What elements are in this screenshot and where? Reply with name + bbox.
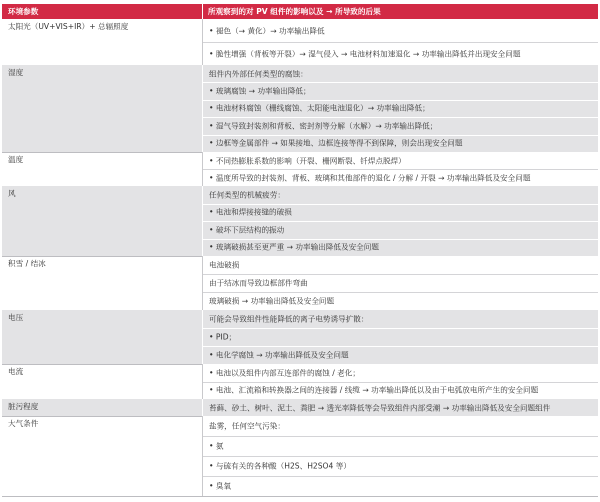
row-divider (203, 82, 598, 83)
row-divider (203, 436, 598, 437)
table-group (2, 416, 598, 496)
effect-text: • 湿气导致封装剂和背板、密封剂等分解（水解）→ 功率输出降低； (209, 121, 438, 131)
effect-row (203, 274, 598, 292)
effect-row (203, 292, 598, 310)
row-divider (203, 456, 598, 457)
effect-row (203, 476, 598, 496)
table-group (2, 364, 598, 399)
effect-row (203, 152, 598, 169)
effects-cell (203, 65, 598, 152)
table-group (2, 399, 598, 416)
effect-text: • 玻璃破损甚至更严重 → 功率输出降低及安全问题 (209, 242, 379, 252)
row-divider (203, 292, 598, 293)
effects-cell (203, 152, 598, 186)
effect-row (203, 42, 598, 65)
effect-row (203, 204, 598, 222)
effect-row (203, 135, 598, 152)
group-divider (2, 496, 598, 497)
table-group (2, 310, 598, 364)
factor-label: 电压 (8, 313, 24, 322)
effect-text: 玻璃破损 → 功率输出降低及安全问题 (209, 296, 335, 306)
factor-label: 太阳光（UV+VIS+IR）+ 总辐照度 (8, 22, 129, 31)
effect-row (203, 100, 598, 117)
effect-row (203, 239, 598, 257)
effect-text: 盐雾，任何空气污染： (209, 421, 285, 431)
effects-cell (203, 256, 598, 310)
effect-row (203, 436, 598, 456)
effects-cell (203, 186, 598, 256)
effect-row (203, 82, 598, 99)
effect-text: • 臭氧 (209, 481, 232, 491)
effect-row (203, 364, 598, 382)
row-divider (203, 239, 598, 240)
effect-text: • 氨 (209, 441, 224, 451)
effect-text: • 与硫有关的各种酸（H2S、H2SO4 等） (209, 461, 351, 471)
factor-label: 温度 (8, 155, 24, 164)
effect-text: 苔藓、砂土、树叶、泥土、粪肥 → 透光率降低等会导致组件内部受潮 → 功率输出降低及安全问题组件 (209, 403, 551, 412)
effect-text: • 玻璃腐蚀 → 功率输出降低； (209, 86, 311, 96)
effect-text: • 边框等金属部件 → 如果接地、边框连接等得不到保障，则会出现安全问题 (209, 138, 463, 148)
row-divider (203, 328, 598, 329)
effect-row (203, 19, 598, 42)
table-group (2, 65, 598, 152)
row-divider (203, 169, 598, 170)
header-effects: 所观察到的对 PV 组件的影响以及 → 所导致的后果 (208, 7, 381, 16)
effect-text: • 破坏下层结构的振动 (209, 225, 285, 235)
effect-text: • 电化学腐蚀 → 功率输出降低及安全问题 (209, 350, 349, 360)
effect-text: • 电池和焊接接缝的破损 (209, 207, 292, 217)
effect-row (203, 346, 598, 364)
effect-text: 可能会导致组件性能降低的离子电势诱导扩散： (209, 314, 369, 324)
header-divider (202, 4, 203, 19)
table-header (2, 4, 598, 19)
effect-row (203, 65, 598, 82)
effect-row (203, 456, 598, 476)
row-divider (203, 221, 598, 222)
factor-label: 湿度 (8, 68, 24, 77)
effect-text: 组件内外部任何类型的腐蚀： (209, 69, 308, 79)
row-divider (203, 204, 598, 205)
header-factor: 环境参数 (8, 7, 39, 16)
effects-cell (203, 310, 598, 364)
effect-text: 任何类型的机械疲劳： (209, 190, 285, 200)
factor-label: 风 (8, 189, 16, 198)
table-group (2, 19, 598, 65)
effect-text: 电池破损 (209, 260, 240, 270)
effects-cell (203, 416, 598, 496)
row-divider (203, 346, 598, 347)
factor-label: 大气条件 (8, 419, 39, 428)
row-divider (203, 117, 598, 118)
effect-text: • 脆性增强（背板等开裂）→ 湿气侵入 → 电池材料加速退化 → 功率输出降低并出现安全问题 (209, 49, 521, 58)
effect-text: • 不同热膨胀系数的影响（开裂、栅网断裂、钎焊点脱焊） (209, 156, 406, 165)
effect-text: • 温度所导致的封装剂、背板、玻璃和其他部件的退化 / 分解 / 开裂 → 功率输出降低及安全问题 (209, 173, 531, 182)
row-divider (203, 274, 598, 275)
effect-row (203, 186, 598, 204)
effect-text: • 电池材料腐蚀（栅线腐蚀、太阳能电池退化）→ 功率输出降低； (209, 103, 430, 113)
effect-row (203, 310, 598, 328)
effect-text: 由于结冰而导致边框部件弯曲 (209, 278, 308, 288)
row-divider (203, 42, 598, 43)
factor-label: 电流 (8, 367, 24, 376)
effect-row (203, 328, 598, 346)
effect-row (203, 399, 598, 416)
row-divider (203, 100, 598, 101)
effect-row (203, 382, 598, 400)
row-divider (203, 135, 598, 136)
factor-label: 脏污程度 (8, 402, 39, 411)
effect-row (203, 256, 598, 274)
effect-row (203, 169, 598, 186)
effect-text: • 褪色（→ 黄化）→ 功率输出降低 (209, 26, 325, 35)
effects-cell (203, 399, 598, 416)
effects-cell (203, 364, 598, 399)
effect-row (203, 221, 598, 239)
effect-text: • 电池、汇流箱和转换器之间的连接器 / 线缆 → 功率输出降低以及由于电弧放电所产生的安全问题 (209, 385, 539, 395)
table-group (2, 152, 598, 186)
effect-row (203, 416, 598, 436)
row-divider (203, 476, 598, 477)
factor-label: 积雪 / 结冰 (8, 259, 46, 268)
table-group (2, 186, 598, 256)
effects-cell (203, 19, 598, 65)
effect-text: • 电池以及组件内部互连部件的腐蚀 / 老化； (209, 368, 360, 378)
effect-text: • PID； (209, 332, 237, 342)
row-divider (203, 382, 598, 383)
table-group (2, 256, 598, 310)
effect-row (203, 117, 598, 134)
